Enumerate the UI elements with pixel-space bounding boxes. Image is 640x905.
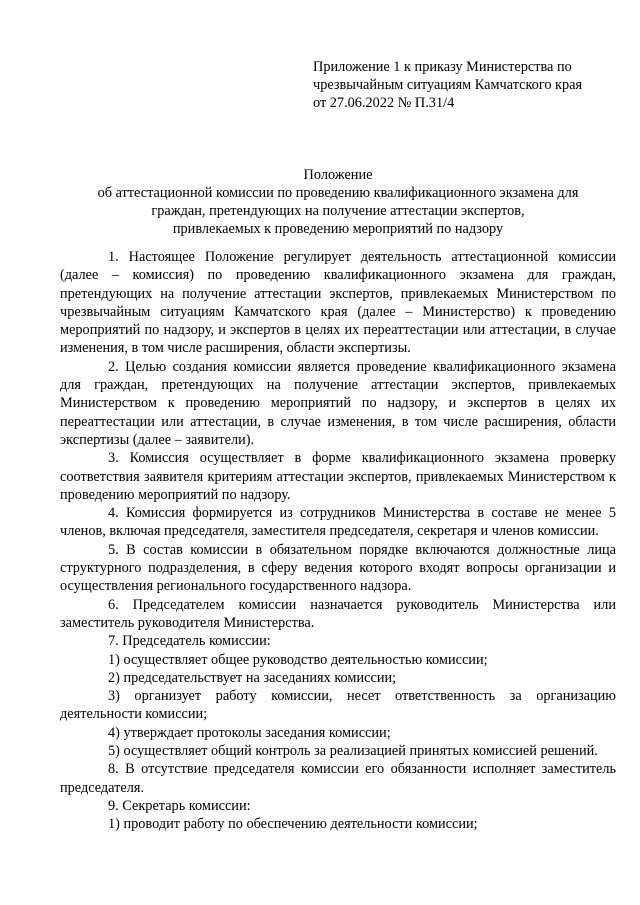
annex-line: от 27.06.2022 № П.31/4 — [313, 95, 455, 111]
list-item: 1) осуществляет общее руководство деятельностью комиссии; — [108, 651, 488, 668]
title-line: граждан, претендующих на получение аттестации экспертов, — [151, 203, 525, 219]
list-item: 1) проводит работу по обеспечению деятельности комиссии; — [108, 816, 478, 833]
paragraph: 1. Настоящее Положение регулирует деятельность аттестационной комиссии (далее – комиссия) по проведению квалификационного экзамена для граждан, претендующих на получение аттестации экспертов, привлекаемых Министерством по чрезвычайным ситуациям Камчатского края (далее – Министерство) к проведению мероприятий по надзору, и экспертов в целях их переаттестации или аттестации, в случае изменения, в том числе расширения, области экспертизы. — [60, 249, 616, 357]
paragraph: 3. Комиссия осуществляет в форме квалификационного экзамена проверку соответствия заявителя критериям аттестации экспертов, привлекаемых Министерством к проведению мероприятий по надзору. — [60, 450, 616, 503]
list-item: 4) утверждает протоколы заседания комиссии; — [108, 724, 391, 741]
list-item: 2) председательствует на заседаниях комиссии; — [108, 669, 397, 686]
paragraph: 2. Целью создания комиссии является проведение квалификационного экзамена для граждан, претендующих на получение аттестации экспертов, привлекаемых Министерством к проведению мероприятий по надзору, и экспертов в целях их переаттестации или аттестации, в случае изменения, в том числе расширения, области экспертизы (далее – заявители). — [60, 358, 616, 448]
paragraph: 7. Председатель комиссии: — [108, 633, 271, 650]
paragraph: 6. Председателем комиссии назначается руководитель Министерства или заместитель руководителя Министерства. — [60, 596, 616, 631]
paragraph: 9. Секретарь комиссии: — [108, 797, 251, 814]
title-line: Положение — [303, 167, 373, 183]
document-title — [60, 166, 616, 238]
title-line: об аттестационной комиссии по проведению квалификационного экзамена для — [97, 185, 579, 201]
annex-line: чрезвычайным ситуациям Камчатского края — [313, 77, 583, 93]
paragraph: 4. Комиссия формируется из сотрудников Министерства в составе не менее 5 членов, включая председателя, заместителя председателя, секретаря и членов комиссии. — [60, 505, 616, 540]
list-item: 5) осуществляет общий контроль за реализацией принятых комиссией решений. — [108, 743, 598, 760]
paragraph: 5. В состав комиссии в обязательном порядке включаются должностные лица структурного подразделения, в сферу ведения которого входят вопросы организации и осуществления регионального государственного надзора. — [60, 541, 616, 595]
annex-header — [313, 58, 623, 112]
annex-line: Приложение 1 к приказу Министерства по — [313, 59, 572, 75]
list-item: 3) организует работу комиссии, несет ответственность за организацию деятельности комиссии; — [60, 688, 616, 723]
document-body — [60, 248, 616, 834]
paragraph: 8. В отсутствие председателя комиссии его обязанности исполняет заместитель председателя. — [60, 761, 616, 796]
title-line: привлекаемых к проведению мероприятий по надзору — [172, 221, 504, 237]
